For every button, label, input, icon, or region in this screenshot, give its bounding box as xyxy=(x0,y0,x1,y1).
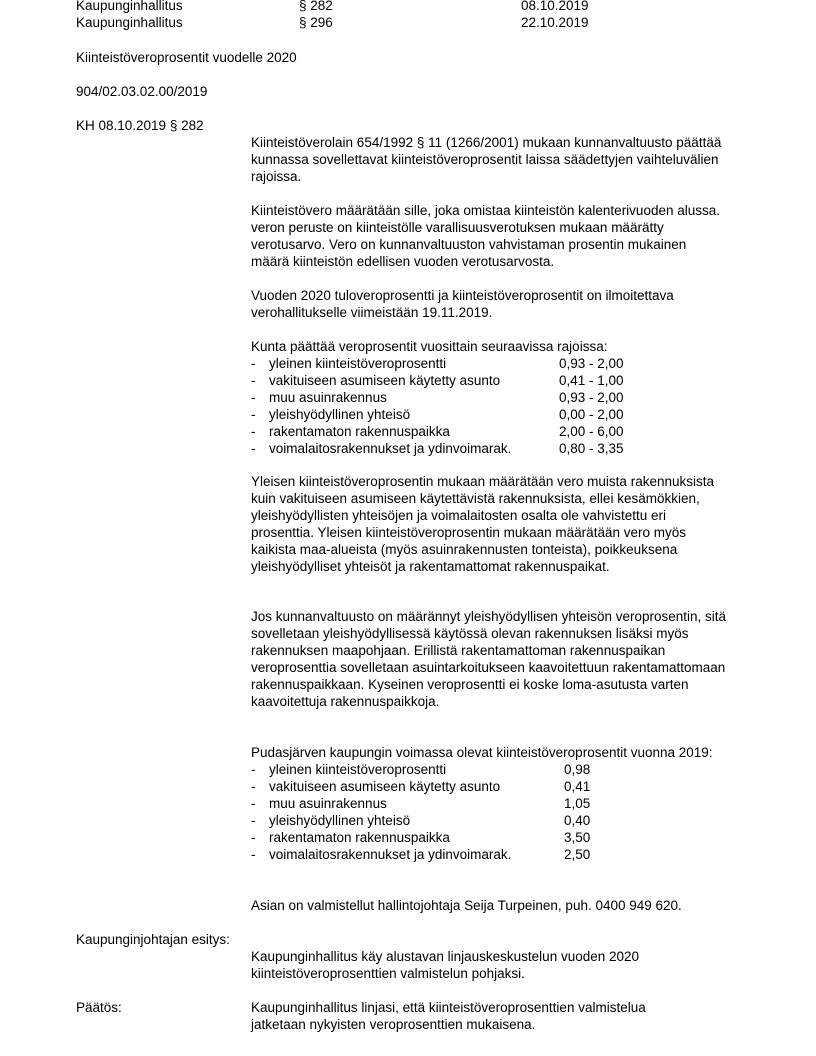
list-item-value: 0,41 xyxy=(564,779,591,794)
list-item-name: yleishyödyllinen yhteisö xyxy=(269,813,411,828)
list-dash: - xyxy=(251,847,256,862)
list-item xyxy=(251,406,751,423)
list-item-value: 0,80 - 3,35 xyxy=(559,441,624,456)
header-body-2: Kaupunginhallitus xyxy=(76,15,183,30)
paragraph-1-text: Kiinteistöverolain 654/1992 § 11 (1266/2001) mukaan kunnanvaltuusto päättää kunnassa sovellettavat kiinteistöveroprosentit laissa säädettyjen vaihteluvälien rajoissa. xyxy=(251,135,722,184)
paragraph-5-text: Yleisen kiinteistöveroprosentin mukaan määrätään vero muista rakennuksista kuin vakituiseen asumiseen käytettävistä rakennuksista, ellei kesämökkien, yleishyödyllisten yhteisöjen ja voimalaitosten osalta ole vahvistettu eri prosenttia. Yleisen kiinteistöveroprosentin mukaan määrätään vero myös kaikista maa-alueista (myös asuinrakennusten tonteista), poikkeuksena yleishyödylliset yhteisöt ja rakentamattomat rakennuspaikat. xyxy=(251,474,714,574)
list-item xyxy=(251,389,751,406)
list-item xyxy=(251,846,731,863)
list-item xyxy=(251,829,731,846)
list-item-value: 0,41 - 1,00 xyxy=(559,373,624,388)
paragraph-6 xyxy=(251,608,746,710)
list-item-value: 2,50 xyxy=(564,847,591,862)
proposal-label: Kaupunginjohtajan esitys: xyxy=(76,932,230,947)
list-dash: - xyxy=(251,441,256,456)
list-item-name: vakituiseen asumiseen käytetty asunto xyxy=(269,373,501,388)
current-rates-intro: Pudasjärven kaupungin voimassa olevat kiinteistöveroprosentit vuonna 2019: xyxy=(251,745,713,760)
list-dash: - xyxy=(251,356,256,371)
proposal-block xyxy=(251,948,701,982)
list-item-name: yleinen kiinteistöveroprosentti xyxy=(269,356,447,371)
proposal-text: Kaupunginhallitus käy alustavan linjauskeskustelun vuoden 2020 kiinteistöveroprosenttien valmistelun pohjaksi. xyxy=(251,949,640,981)
list-item xyxy=(251,795,731,812)
header-date-2: 22.10.2019 xyxy=(521,15,589,30)
list-item-value: 0,40 xyxy=(564,813,591,828)
list-item-name: yleishyödyllinen yhteisö xyxy=(269,407,411,422)
current-rates-list xyxy=(251,761,731,863)
list-item-value: 3,50 xyxy=(564,830,591,845)
list-item xyxy=(251,423,751,440)
tax-range-section xyxy=(251,338,751,457)
list-item-value: 1,05 xyxy=(564,796,591,811)
list-item xyxy=(251,440,751,457)
preparer-note: Asian on valmistellut hallintojohtaja Seija Turpeinen, puh. 0400 949 620. xyxy=(251,898,682,913)
current-rates-section xyxy=(251,744,731,863)
paragraph-1 xyxy=(251,134,731,185)
paragraph-2 xyxy=(251,202,726,270)
list-dash: - xyxy=(251,830,256,845)
decision-text: Kaupunginhallitus linjasi, että kiinteistöveroprosenttien valmistelua jatketaan nykyisten veroprosenttien mukaisena. xyxy=(251,1000,646,1032)
list-item-value: 2,00 - 6,00 xyxy=(559,424,624,439)
list-dash: - xyxy=(251,762,256,777)
record-number: 904/02.03.02.00/2019 xyxy=(76,84,208,99)
list-item-name: rakentamaton rakennuspaikka xyxy=(269,830,450,845)
list-item-name: rakentamaton rakennuspaikka xyxy=(269,424,450,439)
paragraph-5 xyxy=(251,473,731,575)
list-item-value: 0,93 - 2,00 xyxy=(559,390,624,405)
list-item-name: yleinen kiinteistöveroprosentti xyxy=(269,762,447,777)
paragraph-3-text: Vuoden 2020 tuloveroprosentti ja kiinteistöveroprosentit on ilmoitettava verohallitukselle viimeistään 19.11.2019. xyxy=(251,288,674,320)
header-section-1: § 282 xyxy=(299,0,333,13)
paragraph-3 xyxy=(251,287,721,321)
paragraph-6-text: Jos kunnanvaltuusto on määrännyt yleishyödyllisen yhteisön veroprosentin, sitä sovelletaan yleishyödyllisessä käytössä olevan rakennuksen lisäksi myös rakennuksen maapohjaan. Erillistä rakentamattoman rakennuspaikan veroprosenttia sovelletaan asuintarkoitukseen kaavoitettuun rakentamattomaan rakennuspaikkaan. Kyseinen veroprosentti ei koske loma-asutusta varten kaavoitettuja rakennuspaikkoja. xyxy=(251,609,727,709)
tax-range-list xyxy=(251,355,751,457)
list-item xyxy=(251,778,731,795)
list-item xyxy=(251,372,751,389)
meeting-reference: KH 08.10.2019 § 282 xyxy=(76,118,204,133)
header-body-1: Kaupunginhallitus xyxy=(76,0,183,13)
list-item-name: vakituiseen asumiseen käytetty asunto xyxy=(269,779,501,794)
list-dash: - xyxy=(251,373,256,388)
list-dash: - xyxy=(251,779,256,794)
decision-block xyxy=(251,999,701,1033)
list-dash: - xyxy=(251,796,256,811)
list-item-name: voimalaitosrakennukset ja ydinvoimarak. xyxy=(269,847,512,862)
list-item-name: muu asuinrakennus xyxy=(269,796,387,811)
list-dash: - xyxy=(251,424,256,439)
list-item xyxy=(251,761,731,778)
list-dash: - xyxy=(251,407,256,422)
list-dash: - xyxy=(251,390,256,405)
list-item xyxy=(251,812,731,829)
list-dash: - xyxy=(251,813,256,828)
list-item-value: 0,93 - 2,00 xyxy=(559,356,624,371)
header-section-2: § 296 xyxy=(299,15,333,30)
list-item-name: muu asuinrakennus xyxy=(269,390,387,405)
tax-range-intro: Kunta päättää veroprosentit vuosittain seuraavissa rajoissa: xyxy=(251,339,608,354)
paragraph-2-text: Kiinteistövero määrätään sille, joka omistaa kiinteistön kalenterivuoden alussa. veron peruste on kiinteistölle varallisuusverotuksen mukaan määrätty verotusarvo. Vero on kunnanvaltuuston vahvistaman prosentin mukainen määrä kiinteistön edellisen vuoden verotusarvosta. xyxy=(251,203,720,269)
header-date-1: 08.10.2019 xyxy=(521,0,589,13)
decision-label: Päätös: xyxy=(76,1000,122,1015)
list-item-name: voimalaitosrakennukset ja ydinvoimarak. xyxy=(269,441,512,456)
list-item-value: 0,98 xyxy=(564,762,591,777)
document-title: Kiinteistöveroprosentit vuodelle 2020 xyxy=(76,50,297,65)
list-item xyxy=(251,355,751,372)
list-item-value: 0,00 - 2,00 xyxy=(559,407,624,422)
